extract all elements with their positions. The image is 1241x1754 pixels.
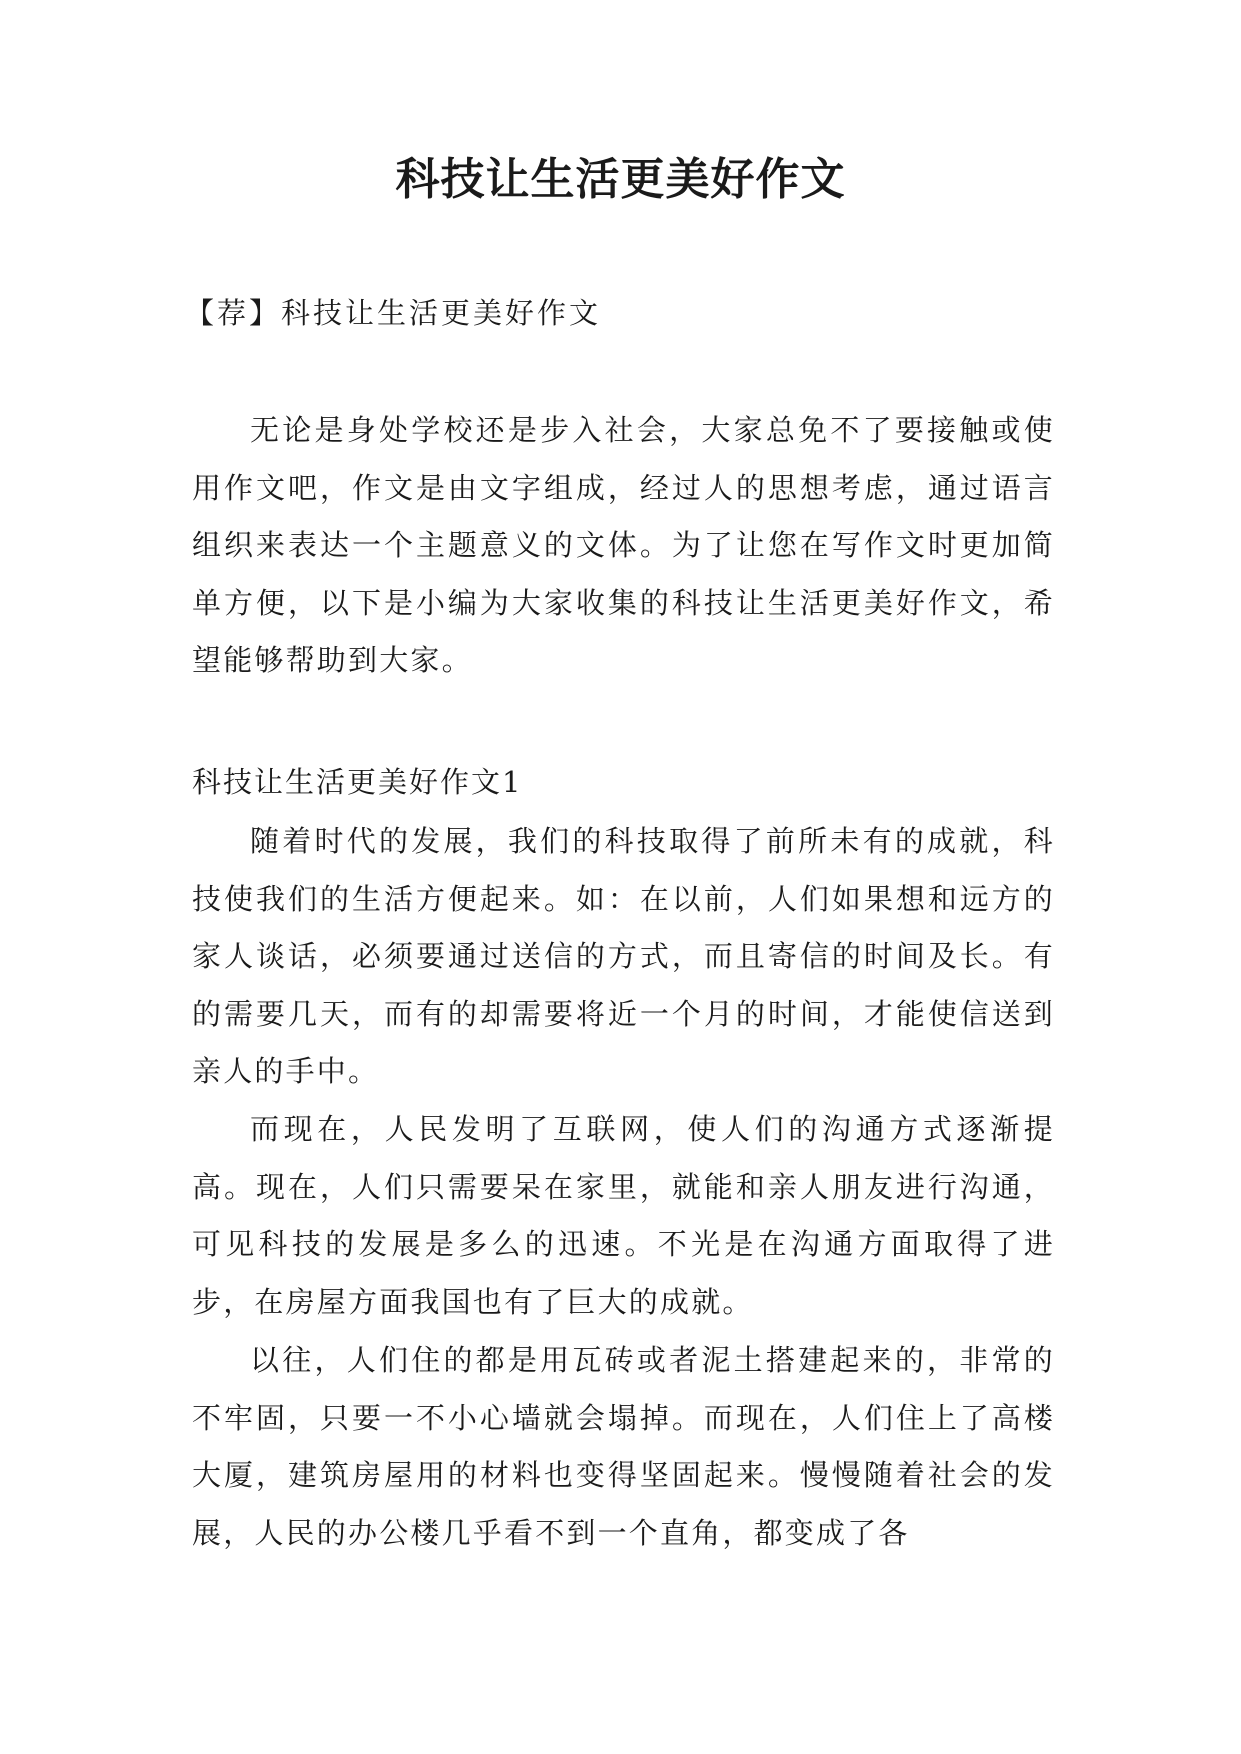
document-title: 科技让生活更美好作文 xyxy=(395,154,846,205)
body-paragraph: 随着时代的发展，我们的科技取得了前所未有的成就，科技使我们的生活方便起来。如：在以前，人们如果想和远方的家人谈话，必须要通过送信的方式，而且寄信的时间及长。有的需要几天，而有的却需要将近一个月的时间，才能使信送到亲人的手中。 xyxy=(192,824,1055,1088)
recommend-line: 【荐】科技让生活更美好作文 xyxy=(185,296,602,330)
intro-paragraph: 无论是身处学校还是步入社会，大家总免不了要接触或使用作文吧，作文是由文字组成，经过人的思想考虑，通过语言组织来表达一个主题意义的文体。为了让您在写作文时更加简单方便，以下是小编为大家收集的科技让生活更美好作文，希望能够帮助到大家。 xyxy=(192,413,1055,677)
body-paragraph: 以往，人们住的都是用瓦砖或者泥土搭建起来的，非常的不牢固，只要一不小心墙就会塌掉。而现在，人们住上了高楼大厦，建筑房屋用的材料也变得坚固起来。慢慢随着社会的发展，人民的办公楼几乎看不到一个直角，都变成了各 xyxy=(192,1343,1055,1550)
section-heading: 科技让生活更美好作文1 xyxy=(192,765,523,799)
body-paragraph: 而现在，人民发明了互联网，使人们的沟通方式逐渐提高。现在，人们只需要呆在家里，就能和亲人朋友进行沟通，可见科技的发展是多么的迅速。不光是在沟通方面取得了进步，在房屋方面我国也有了巨大的成就。 xyxy=(192,1112,1055,1319)
